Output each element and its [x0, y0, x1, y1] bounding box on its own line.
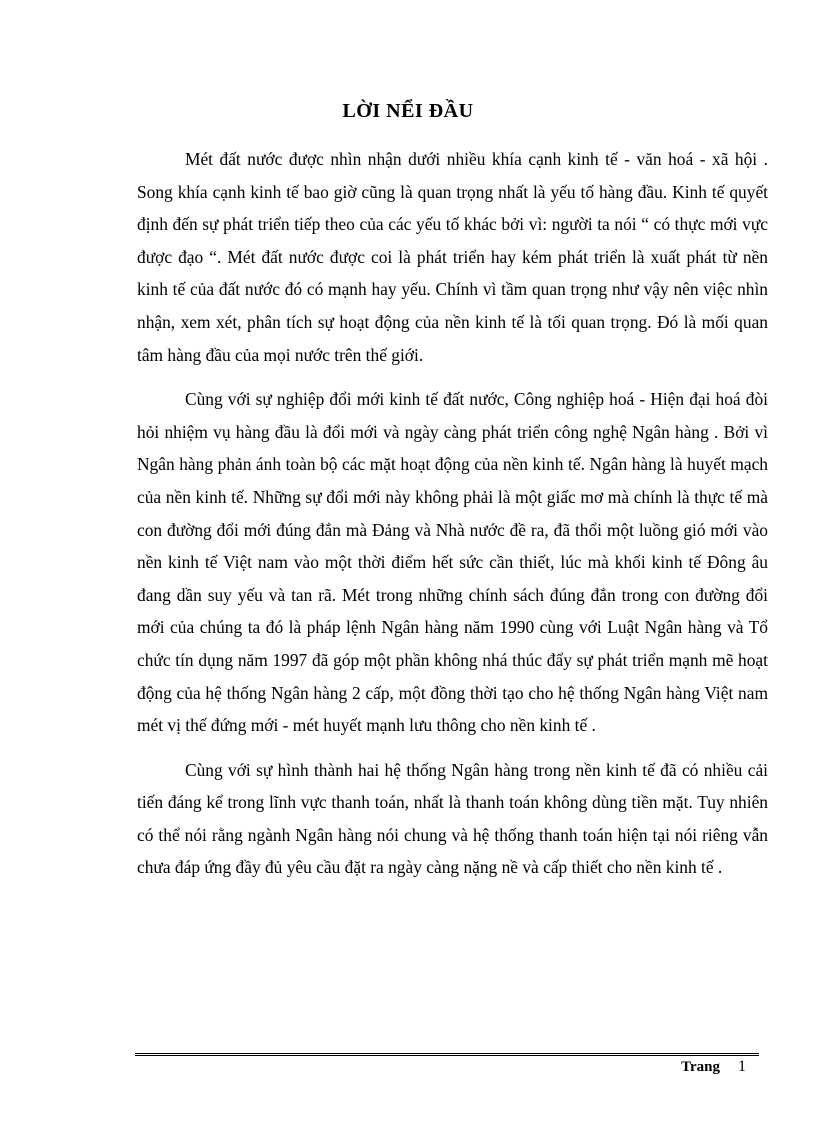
paragraph-1: Mét đất nước được nhìn nhận dưới nhiều khía cạnh kinh tế - văn hoá - xã hội . Song khía cạnh kinh tế bao giờ cũng là quan trọng nhất là yếu tố hàng đầu. Kinh tế quyết định đến sự phát triển tiếp theo của các yếu tố khác bởi vì: người ta nói “ có thực mới vực được đạo “. Mét đất nước được coi là phát triển hay kém phát triển là xuất phát từ nền kinh tế của đất nước đó có mạnh hay yếu. Chính vì tầm quan trọng như vậy nên việc nhìn nhận, xem xét, phân tích sự hoạt động của nền kinh tế là tối quan trọng. Đó là mối quan tâm hàng đầu của mọi nước trên thế giới.: [137, 149, 768, 365]
footer-page-number: 1: [738, 1058, 746, 1075]
paragraph-2: Cùng với sự nghiệp đổi mới kinh tế đất nước, Công nghiệp hoá - Hiện đại hoá đòi hỏi nhiệm vụ hàng đầu là đổi mới và ngày càng phát triển công nghệ Ngân hàng . Bởi vì Ngân hàng phản ánh toàn bộ các mặt hoạt động của nền kinh tế. Ngân hàng là huyết mạch của nền kinh tế. Những sự đổi mới này không phải là một giấc mơ mà chính là thực tế mà con đường đổi mới đúng đắn mà Đảng và Nhà nước đề ra, đã thổi một luồng gió mới vào nền kinh tế Việt nam vào một thời điểm hết sức cần thiết, lúc mà khối kinh tế Đông âu đang dần suy yếu và tan rã. Mét trong những chính sách đúng đắn trong con đường đổi mới của chúng ta đó là pháp lệnh Ngân hàng năm 1990 cùng với Luật Ngân hàng và Tổ chức tín dụng năm 1997 đã góp một phần không nhá thúc đẩy sự phát triển mạnh mẽ hoạt động của hệ thống Ngân hàng 2 cấp, một đồng thời tạo cho hệ thống Ngân hàng Việt nam mét vị thế đứng mới - mét huyết mạnh lưu thông cho nền kinh tế .: [137, 389, 768, 736]
body-text: [137, 143, 768, 884]
footer-page-label: Trang: [681, 1059, 720, 1075]
page-title: LỜI NỂI ĐẦU: [342, 100, 474, 122]
page-footer: [681, 1058, 746, 1076]
paragraph-3: Cùng với sự hình thành hai hệ thống Ngân hàng trong nền kinh tế đã có nhiều cải tiến đáng kể trong lĩnh vực thanh toán, nhất là thanh toán không dùng tiền mặt. Tuy nhiên có thể nói rằng ngành Ngân hàng nói chung và hệ thống thanh toán hiện tại nói riêng vẫn chưa đáp ứng đầy đủ yêu cầu đặt ra ngày càng nặng nề và cấp thiết cho nền kinh tế .: [137, 759, 768, 878]
footer-divider: [135, 1053, 759, 1056]
